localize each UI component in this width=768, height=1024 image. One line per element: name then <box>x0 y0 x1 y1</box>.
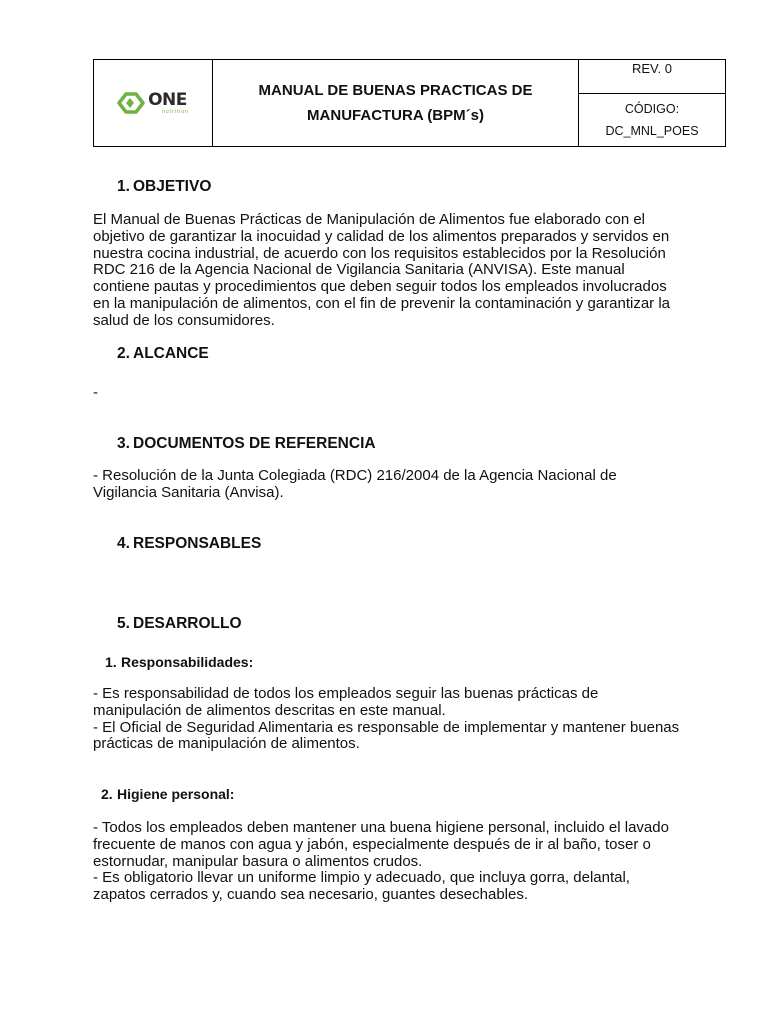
subheading-responsabilidades: 1. Responsabilidades: <box>105 654 254 670</box>
logo-mark-icon <box>117 91 145 115</box>
logo-word: ONE <box>148 89 187 110</box>
section-heading-responsables: 4. RESPONSABLES <box>117 535 262 552</box>
objetivo-paragraph: El Manual de Buenas Prácticas de Manipulación de Alimentos fue elaborado con el objetivo de garantizar la inocuidad y calidad de los alimentos preparados y servidos en nuestra cocina industrial, de acuerdo con los requisitos establecidos por la Resolución RDC 216 de la Agencia Nacional de Vigilancia Sanitaria (ANVISA). Este manual contiene pautas y procedimientos que deben seguir todos los empleados involucrados en la manipulación de alimentos, con el fin de prevenir la contaminación y garantizar la salud de los consumidores. <box>93 211 670 329</box>
section-heading-objetivo: 1. OBJETIVO <box>117 178 212 195</box>
alcance-paragraph: - <box>93 384 98 401</box>
higiene-paragraph: - Todos los empleados deben mantener una buena higiene personal, incluido el lavado frecuente de manos con agua y jabón, especialmente después de ir al baño, toser o estornudar, manipular basura o alimentos crudos. - Es obligatorio llevar un uniforme limpio y adecuado, que incluya gorra, delantal, zapatos cerrados y, cuando sea necesario, guantes desechables. <box>93 819 669 904</box>
code-label: CÓDIGO: <box>624 102 680 116</box>
subheading-higiene: 2. Higiene personal: <box>101 786 235 802</box>
document-header <box>93 59 726 147</box>
title-line-1: MANUAL DE BUENAS PRACTICAS DE <box>258 82 533 99</box>
logo-subtext: nutrition <box>162 108 189 115</box>
documentos-paragraph: - Resolución de la Junta Colegiada (RDC) 216/2004 de la Agencia Nacional de Vigilancia Sanitaria (Anvisa). <box>93 467 617 501</box>
logo-cell <box>94 60 213 146</box>
meta-cell <box>579 60 725 146</box>
revision-label: REV. 0 <box>579 60 725 94</box>
section-heading-documentos: 3. DOCUMENTOS DE REFERENCIA <box>117 435 376 452</box>
code-block <box>579 94 725 146</box>
section-heading-desarrollo: 5. DESARROLLO <box>117 615 242 632</box>
section-heading-alcance: 2. ALCANCE <box>117 345 209 362</box>
document-title <box>213 60 579 146</box>
title-line-2: MANUFACTURA (BPM´s) <box>307 107 484 124</box>
company-logo <box>117 91 189 115</box>
responsabilidades-paragraph: - Es responsabilidad de todos los empleados seguir las buenas prácticas de manipulación de alimentos descritas en este manual. - El Oficial de Seguridad Alimentaria es responsable de implementar y mantener buenas prácticas de manipulación de alimentos. <box>93 685 680 753</box>
code-value: DC_MNL_POES <box>605 124 699 138</box>
